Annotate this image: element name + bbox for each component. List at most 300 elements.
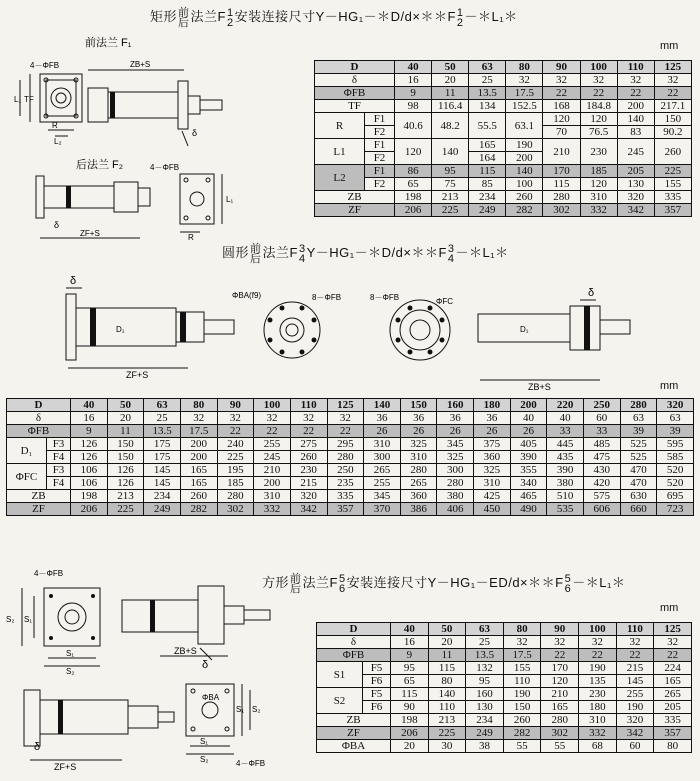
- header-cell: 50: [432, 61, 469, 74]
- table-cell: 255: [364, 477, 401, 490]
- table-cell: 90: [391, 701, 429, 714]
- header-cell: 50: [428, 623, 466, 636]
- row-label: R: [315, 113, 365, 139]
- table-cell: 234: [466, 714, 504, 727]
- table-cell: 20: [432, 74, 469, 87]
- header-cell: 150: [400, 399, 437, 412]
- table-cell: 198: [71, 490, 108, 503]
- row-label: ZF: [315, 204, 395, 217]
- header-cell: 90: [541, 623, 579, 636]
- table-cell: 300: [437, 464, 474, 477]
- title-text: 安装连接尺寸Y－HG₁－＊D/d×＊＊F: [234, 9, 456, 24]
- table-row: [317, 662, 692, 675]
- table-cell: 145: [144, 464, 181, 477]
- sub-label: F6: [363, 701, 391, 714]
- table-cell: 155: [503, 662, 541, 675]
- row-label: ZB: [7, 490, 71, 503]
- stack-top: 前: [250, 242, 262, 255]
- table-cell: 310: [579, 714, 617, 727]
- table-cell: 115: [428, 662, 466, 675]
- delta-label: δ: [70, 275, 77, 287]
- section3-unit: mm: [660, 602, 679, 614]
- table-cell: 115: [469, 165, 506, 178]
- table-row: [315, 87, 692, 100]
- table-cell: 155: [654, 178, 691, 191]
- table-cell: 106: [71, 464, 108, 477]
- table-cell: 520: [657, 464, 694, 477]
- sub-label: F6: [363, 675, 391, 688]
- svg-text:TF: TF: [24, 95, 34, 104]
- table-cell: 430: [583, 464, 620, 477]
- header-cell: 40: [391, 623, 429, 636]
- table-cell: 95: [466, 675, 504, 688]
- table-cell: 26: [437, 425, 474, 438]
- table-cell: 386: [400, 503, 437, 516]
- table-cell: 152.5: [506, 100, 543, 113]
- table-cell: 120: [580, 178, 617, 191]
- table-cell: 17.5: [180, 425, 217, 438]
- table-cell: 265: [654, 688, 692, 701]
- table-cell: 260: [180, 490, 217, 503]
- table-cell: 17.5: [503, 649, 541, 662]
- table-row: [7, 425, 694, 438]
- table-cell: 217.1: [654, 100, 691, 113]
- header-cell: 125: [654, 61, 691, 74]
- table-cell: 282: [180, 503, 217, 516]
- header-cell: 50: [107, 399, 144, 412]
- table-cell: 470: [620, 464, 657, 477]
- table-row: [317, 675, 692, 688]
- table-cell: 132: [466, 662, 504, 675]
- rear-flange-label: 后法兰 F₂: [76, 159, 124, 171]
- table-row: [315, 178, 692, 191]
- table-cell: 22: [543, 87, 580, 100]
- table-cell: 280: [400, 464, 437, 477]
- table-cell: 405: [510, 438, 547, 451]
- table-cell: 32: [290, 412, 327, 425]
- table-cell: 234: [469, 191, 506, 204]
- table-cell: 200: [617, 100, 654, 113]
- sub-label: F5: [363, 662, 391, 675]
- table-cell: 245: [617, 139, 654, 165]
- table-cell: 345: [437, 438, 474, 451]
- square-flange-drawing: [0, 562, 300, 776]
- table-cell: 300: [364, 451, 401, 464]
- table-cell: 575: [583, 490, 620, 503]
- title-text: Y－HG₁－＊D/d×＊＊F: [306, 245, 447, 260]
- table-cell: 116.4: [432, 100, 469, 113]
- table-cell: 230: [580, 139, 617, 165]
- table-cell: 32: [580, 74, 617, 87]
- table-cell: 265: [364, 464, 401, 477]
- table-cell: 150: [107, 438, 144, 451]
- sub-label: F5: [363, 688, 391, 701]
- s2-label: S₂: [6, 615, 15, 624]
- fb-label: 8－ΦFB: [370, 293, 400, 302]
- row-label: S1: [317, 662, 363, 688]
- table-row: [317, 727, 692, 740]
- row-label: ΦFB: [317, 649, 391, 662]
- table-cell: 606: [583, 503, 620, 516]
- table-cell: 70: [543, 126, 580, 139]
- table-cell: 205: [617, 165, 654, 178]
- table-cell: 355: [510, 464, 547, 477]
- table-cell: 22: [616, 649, 654, 662]
- table-cell: 320: [616, 714, 654, 727]
- svg-text:L₁: L₁: [14, 95, 22, 104]
- table-row: [317, 701, 692, 714]
- table-cell: 360: [474, 451, 511, 464]
- frac-bottom: 2: [456, 16, 464, 29]
- sub-label: F4: [47, 477, 71, 490]
- section2-unit: mm: [660, 380, 679, 392]
- table-cell: 55: [541, 740, 579, 753]
- table-cell: 170: [541, 662, 579, 675]
- table-cell: 190: [616, 701, 654, 714]
- table-cell: 130: [466, 701, 504, 714]
- table-cell: 234: [144, 490, 181, 503]
- table-cell: 68: [579, 740, 617, 753]
- table-row: [317, 740, 692, 753]
- frac-top: 3: [298, 242, 306, 255]
- section2-table: [6, 398, 694, 516]
- frac-bottom: 6: [338, 582, 346, 595]
- title-fraction: [227, 8, 234, 28]
- table-cell: 60: [583, 412, 620, 425]
- table-cell: 695: [657, 490, 694, 503]
- table-row: [7, 412, 694, 425]
- table-cell: 260: [654, 139, 691, 165]
- table-cell: 185: [580, 165, 617, 178]
- table-cell: 126: [71, 451, 108, 464]
- table-cell: 32: [180, 412, 217, 425]
- table-cell: 490: [510, 503, 547, 516]
- table-cell: 249: [466, 727, 504, 740]
- svg-text:4－ΦFB: 4－ΦFB: [30, 61, 60, 70]
- table-cell: 255: [616, 688, 654, 701]
- sub-label: F3: [47, 464, 71, 477]
- table-cell: 25: [144, 412, 181, 425]
- table-cell: 165: [469, 139, 506, 152]
- table-row: [315, 61, 692, 74]
- table-cell: 22: [541, 649, 579, 662]
- frac-bottom: 2: [226, 16, 234, 29]
- table-cell: 325: [437, 451, 474, 464]
- table-cell: 295: [327, 438, 364, 451]
- table-cell: 230: [290, 464, 327, 477]
- table-cell: 390: [510, 451, 547, 464]
- frac-top: 5: [564, 572, 572, 585]
- table-row: [315, 204, 692, 217]
- table-cell: 126: [71, 438, 108, 451]
- table-cell: 16: [395, 74, 432, 87]
- table-cell: 225: [217, 451, 254, 464]
- table-cell: 13.5: [469, 87, 506, 100]
- table-cell: 215: [290, 477, 327, 490]
- title-text: －＊L₁＊: [455, 245, 509, 260]
- table-cell: 175: [144, 451, 181, 464]
- header-cell: 63: [466, 623, 504, 636]
- table-cell: 32: [616, 636, 654, 649]
- table-cell: 282: [506, 204, 543, 217]
- table-cell: 150: [503, 701, 541, 714]
- table-row: [317, 714, 692, 727]
- table-cell: 26: [474, 425, 511, 438]
- table-cell: 26: [510, 425, 547, 438]
- title-text: －＊L₁＊: [572, 575, 626, 590]
- stack-bottom: 后: [290, 582, 302, 595]
- table-row: [7, 503, 694, 516]
- table-cell: 660: [620, 503, 657, 516]
- table-cell: 140: [506, 165, 543, 178]
- table-cell: 32: [327, 412, 364, 425]
- svg-text:δ: δ: [192, 128, 198, 138]
- table-cell: 260: [290, 451, 327, 464]
- table-cell: 380: [437, 490, 474, 503]
- section1-drawing: [0, 36, 310, 246]
- sub-label: F2: [365, 178, 395, 191]
- sub-label: F1: [365, 113, 395, 126]
- table-cell: 95: [391, 662, 429, 675]
- header-cell: 125: [654, 623, 692, 636]
- table-cell: 335: [327, 490, 364, 503]
- frac-top: 5: [338, 572, 346, 585]
- table-cell: 11: [428, 649, 466, 662]
- table-row: [317, 688, 692, 701]
- table-row: [7, 490, 694, 503]
- table-cell: 30: [428, 740, 466, 753]
- sub-label: F1: [365, 139, 395, 152]
- title-text: 矩形: [150, 9, 178, 24]
- table-cell: 126: [107, 477, 144, 490]
- table-cell: 80: [654, 740, 692, 753]
- table-row: [317, 636, 692, 649]
- table-cell: 55.5: [469, 113, 506, 139]
- table-cell: 213: [107, 490, 144, 503]
- table-cell: 230: [579, 688, 617, 701]
- table-cell: 213: [432, 191, 469, 204]
- row-label: ZB: [317, 714, 391, 727]
- header-cell: 90: [543, 61, 580, 74]
- s2-label: S₂: [252, 705, 261, 714]
- header-cell: 320: [657, 399, 694, 412]
- title-text: －＊L₁＊: [464, 9, 518, 24]
- svg-text:R: R: [188, 233, 194, 242]
- table-cell: 80: [428, 675, 466, 688]
- row-label: TF: [315, 100, 395, 113]
- table-cell: 302: [543, 204, 580, 217]
- table-cell: 76.5: [580, 126, 617, 139]
- fb-label: 4－ΦFB: [34, 569, 64, 578]
- title-fraction: [565, 574, 572, 594]
- table-cell: 26: [400, 425, 437, 438]
- s1-label: S₁: [24, 615, 33, 624]
- table-cell: 235: [327, 477, 364, 490]
- title-fraction: [299, 244, 306, 264]
- header-cell: 100: [579, 623, 617, 636]
- table-cell: 150: [107, 451, 144, 464]
- fb-label: 4－ΦFB: [236, 759, 266, 768]
- svg-text:L₂: L₂: [54, 137, 62, 146]
- table-cell: 16: [391, 636, 429, 649]
- fc-label: ΦFC: [436, 297, 454, 306]
- svg-text:ZF+S: ZF+S: [80, 229, 100, 238]
- table-cell: 335: [654, 714, 692, 727]
- title-fraction: [339, 574, 346, 594]
- table-cell: 32: [617, 74, 654, 87]
- table-cell: 83: [617, 126, 654, 139]
- table-cell: 26: [364, 425, 401, 438]
- table-cell: 225: [107, 503, 144, 516]
- table-cell: 250: [327, 464, 364, 477]
- row-label: L2: [315, 165, 365, 191]
- row-label: ΦBA: [317, 740, 391, 753]
- header-cell: D: [317, 623, 391, 636]
- s2-label: S₂: [200, 755, 209, 764]
- table-cell: 150: [654, 113, 691, 126]
- row-label: δ: [315, 74, 395, 87]
- table-cell: 370: [364, 503, 401, 516]
- section2-title: [222, 242, 509, 264]
- table-cell: 20: [391, 740, 429, 753]
- table-cell: 11: [432, 87, 469, 100]
- frac-top: 1: [226, 6, 234, 19]
- table-cell: 224: [654, 662, 692, 675]
- table-cell: 723: [657, 503, 694, 516]
- section3-drawing: [0, 562, 300, 776]
- section1-table: [314, 60, 692, 217]
- table-cell: 160: [466, 688, 504, 701]
- header-cell: 200: [510, 399, 547, 412]
- table-cell: 32: [506, 74, 543, 87]
- header-cell: 220: [547, 399, 584, 412]
- table-cell: 63.1: [506, 113, 543, 139]
- header-cell: 90: [217, 399, 254, 412]
- table-cell: 190: [579, 662, 617, 675]
- table-cell: 75: [432, 178, 469, 191]
- table-cell: 145: [616, 675, 654, 688]
- table-cell: 535: [547, 503, 584, 516]
- table-cell: 39: [620, 425, 657, 438]
- table-cell: 140: [432, 139, 469, 165]
- table-row: [315, 191, 692, 204]
- header-cell: 63: [469, 61, 506, 74]
- zf-label: ZF+S: [126, 370, 149, 380]
- table-cell: 32: [503, 636, 541, 649]
- table-cell: 275: [290, 438, 327, 451]
- title-fraction: [457, 8, 464, 28]
- table-cell: 310: [474, 477, 511, 490]
- table-cell: 32: [654, 74, 691, 87]
- table-cell: 302: [217, 503, 254, 516]
- table-row: [315, 165, 692, 178]
- table-cell: 280: [327, 451, 364, 464]
- table-cell: 33: [547, 425, 584, 438]
- table-cell: 22: [327, 425, 364, 438]
- table-cell: 280: [437, 477, 474, 490]
- header-cell: D: [315, 61, 395, 74]
- table-cell: 134: [469, 100, 506, 113]
- table-cell: 342: [290, 503, 327, 516]
- table-cell: 310: [580, 191, 617, 204]
- table-cell: 106: [71, 477, 108, 490]
- table-cell: 184.8: [580, 100, 617, 113]
- section1-unit: mm: [660, 40, 679, 52]
- table-cell: 357: [654, 727, 692, 740]
- table-cell: 48.2: [432, 113, 469, 139]
- table-cell: 32: [217, 412, 254, 425]
- title-text: 法兰F: [190, 9, 226, 24]
- table-cell: 40: [547, 412, 584, 425]
- table-cell: 425: [474, 490, 511, 503]
- table-cell: 205: [654, 701, 692, 714]
- table-cell: 332: [580, 204, 617, 217]
- table-cell: 140: [428, 688, 466, 701]
- table-cell: 145: [144, 477, 181, 490]
- table-cell: 25: [469, 74, 506, 87]
- table-cell: 32: [543, 74, 580, 87]
- table-cell: 63: [657, 412, 694, 425]
- header-cell: 100: [254, 399, 291, 412]
- title-stack: [178, 8, 190, 28]
- table-cell: 140: [617, 113, 654, 126]
- table-cell: 170: [543, 165, 580, 178]
- table-cell: 485: [583, 438, 620, 451]
- row-label: ΦFB: [315, 87, 395, 100]
- title-fraction: [448, 244, 455, 264]
- table-cell: 206: [391, 727, 429, 740]
- row-label: ZF: [7, 503, 71, 516]
- table-row: [315, 74, 692, 87]
- delta-label: δ: [202, 659, 209, 671]
- table-cell: 180: [579, 701, 617, 714]
- table-cell: 630: [620, 490, 657, 503]
- table-cell: 342: [616, 727, 654, 740]
- table-cell: 380: [547, 477, 584, 490]
- table-cell: 40.6: [395, 113, 432, 139]
- header-cell: 100: [580, 61, 617, 74]
- table-cell: 195: [217, 464, 254, 477]
- header-cell: 110: [616, 623, 654, 636]
- sub-label: F2: [365, 126, 395, 139]
- table-cell: 190: [503, 688, 541, 701]
- table-cell: 225: [654, 165, 691, 178]
- table-cell: 90.2: [654, 126, 691, 139]
- table-cell: 13.5: [144, 425, 181, 438]
- fb-label: 8－ΦFB: [312, 293, 342, 302]
- row-label: D₁: [7, 438, 47, 464]
- table-cell: 9: [71, 425, 108, 438]
- stack-top: 前: [290, 572, 302, 585]
- header-cell: 40: [395, 61, 432, 74]
- table-cell: 340: [510, 477, 547, 490]
- row-label: δ: [317, 636, 391, 649]
- table-cell: 360: [400, 490, 437, 503]
- table-cell: 22: [654, 87, 691, 100]
- table-cell: 375: [474, 438, 511, 451]
- table-cell: 9: [395, 87, 432, 100]
- table-cell: 245: [254, 451, 291, 464]
- d1-label: D₁: [116, 325, 125, 334]
- table-cell: 200: [180, 438, 217, 451]
- row-label: L1: [315, 139, 365, 165]
- row-label: S2: [317, 688, 363, 714]
- table-cell: 332: [579, 727, 617, 740]
- table-cell: 225: [428, 727, 466, 740]
- table-cell: 165: [180, 464, 217, 477]
- header-cell: 40: [71, 399, 108, 412]
- table-cell: 36: [364, 412, 401, 425]
